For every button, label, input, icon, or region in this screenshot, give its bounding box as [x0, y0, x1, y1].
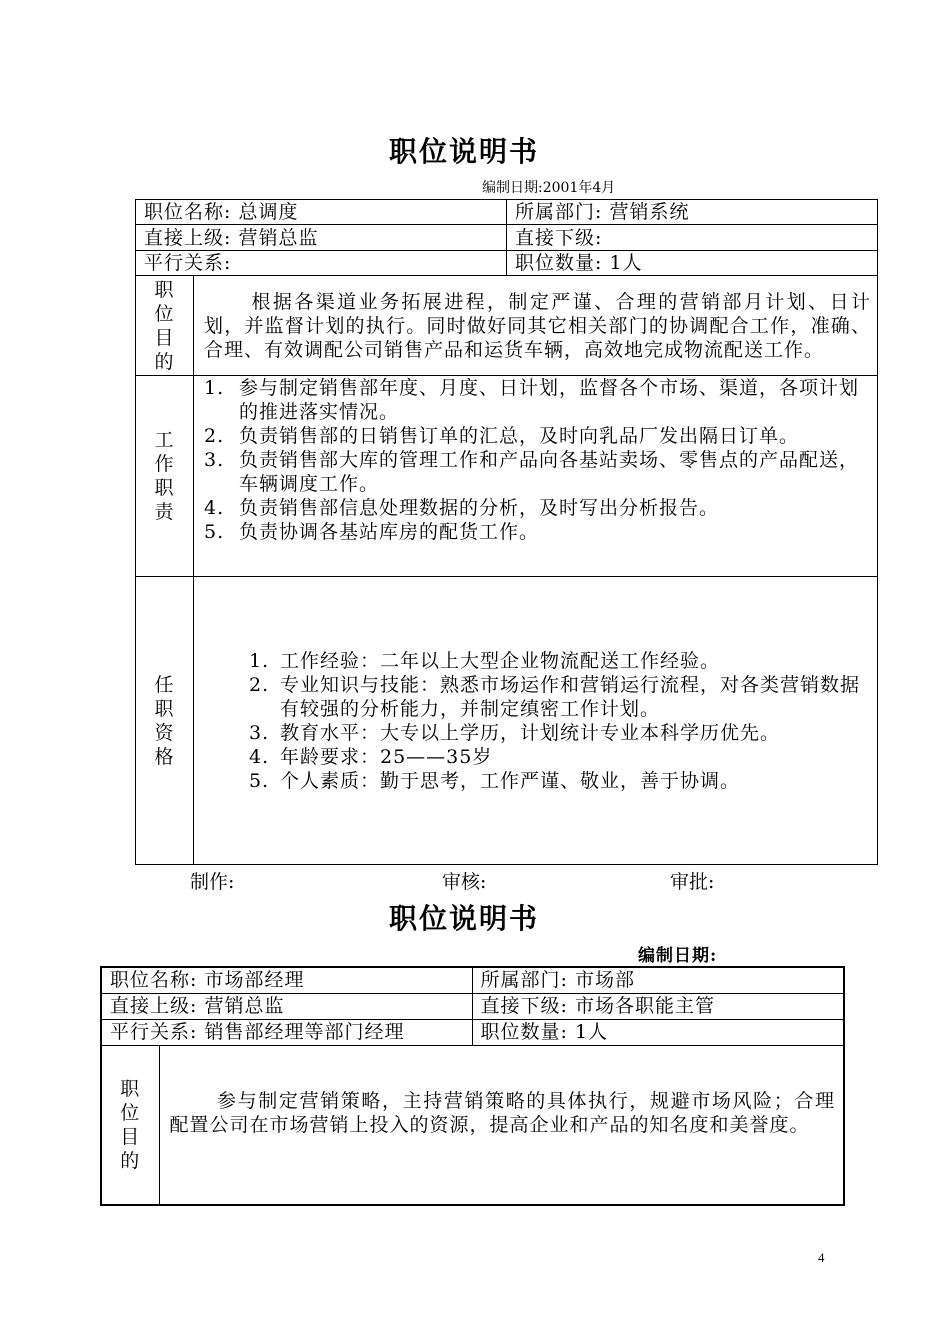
reviewed-by-label: 审核: — [442, 871, 487, 893]
job-table-2 — [100, 966, 845, 1206]
position-count-cell: 职位数量: 1人 — [507, 251, 878, 276]
job-table-1 — [135, 199, 878, 865]
table-row — [136, 577, 878, 865]
made-by-label: 制作: — [190, 871, 235, 893]
list-item: 1. 工作经验：二年以上大型企业物流配送工作经验。 — [249, 649, 721, 672]
table-row — [101, 1045, 844, 1205]
table-row — [136, 251, 878, 276]
purpose-text: 参与制定营销策略，主持营销策略的具体执行，规避市场风险；合理配置公司在市场营销上投入的资源，提高企业和产品的知名度和美誉度。 — [159, 1045, 844, 1205]
duties-list — [194, 376, 878, 577]
job-title-cell: 职位名称: 总调度 — [136, 200, 507, 225]
page-title-2: 职位说明书 — [389, 902, 540, 935]
parallel-relation-cell: 平行关系: — [136, 251, 507, 276]
compile-date-1: 编制日期:2001年4月 — [482, 180, 616, 196]
department-cell: 所属部门: 市场部 — [472, 967, 844, 993]
table-row — [136, 276, 878, 376]
list-item: 1. 参与制定销售部年度、月度、日计划，监督各个市场、渠道，各项计划的推进落实情况。 — [204, 377, 860, 423]
position-count-cell: 职位数量: 1人 — [472, 1019, 844, 1045]
page-title-1: 职位说明书 — [389, 135, 540, 168]
parallel-relation-cell: 平行关系: 销售部经理等部门经理 — [101, 1019, 472, 1045]
list-item: 4. 年龄要求：25——35岁 — [249, 745, 493, 768]
duties-label: 工 作 职 责 — [136, 376, 194, 577]
table-row — [101, 967, 844, 993]
purpose-text: 根据各渠道业务拓展进程，制定严谨、合理的营销部月计划、日计划，并监督计划的执行。同时做好同其它相关部门的协调配合工作，准确、合理、有效调配公司销售产品和运货车辆，高效地完成物流配送工作。 — [194, 276, 878, 376]
qualifications-label: 任 职 资 格 — [136, 577, 194, 865]
list-item: 2. 负责销售部的日销售订单的汇总，及时向乳品厂发出隔日订单。 — [204, 425, 800, 447]
table-row — [136, 376, 878, 577]
list-item: 4. 负责销售部信息处理数据的分析，及时写出分析报告。 — [204, 497, 720, 519]
qualifications-list — [194, 577, 878, 865]
subordinate-cell: 直接下级: — [507, 225, 878, 251]
list-item: 5. 负责协调各基站库房的配货工作。 — [204, 521, 540, 543]
page-number: 4 — [818, 1250, 825, 1265]
list-item: 5. 个人素质：勤于思考，工作严谨、敬业，善于协调。 — [249, 769, 741, 792]
supervisor-cell: 直接上级: 营销总监 — [136, 225, 507, 251]
table-row — [136, 225, 878, 251]
purpose-label: 职 位 目 的 — [101, 1045, 159, 1205]
list-item: 3. 教育水平：大专以上学历，计划统计专业本科学历优先。 — [249, 721, 781, 744]
list-item: 3. 负责销售部大库的管理工作和产品向各基站卖场、零售点的产品配送，车辆调度工作。 — [204, 449, 860, 495]
table-row — [101, 1019, 844, 1045]
approved-by-label: 审批: — [670, 871, 715, 893]
job-title-cell: 职位名称: 市场部经理 — [101, 967, 472, 993]
subordinate-cell: 直接下级: 市场各职能主管 — [472, 993, 844, 1019]
table-row — [136, 200, 878, 225]
table-row — [101, 993, 844, 1019]
supervisor-cell: 直接上级: 营销总监 — [101, 993, 472, 1019]
list-item: 2. 专业知识与技能：熟悉市场运作和营销运行流程，对各类营销数据有较强的分析能力，并制定缜密工作计划。 — [249, 673, 861, 720]
compile-date-2: 编制日期: — [638, 946, 718, 966]
purpose-label: 职 位 目 的 — [136, 276, 194, 376]
department-cell: 所属部门: 营销系统 — [507, 200, 878, 225]
